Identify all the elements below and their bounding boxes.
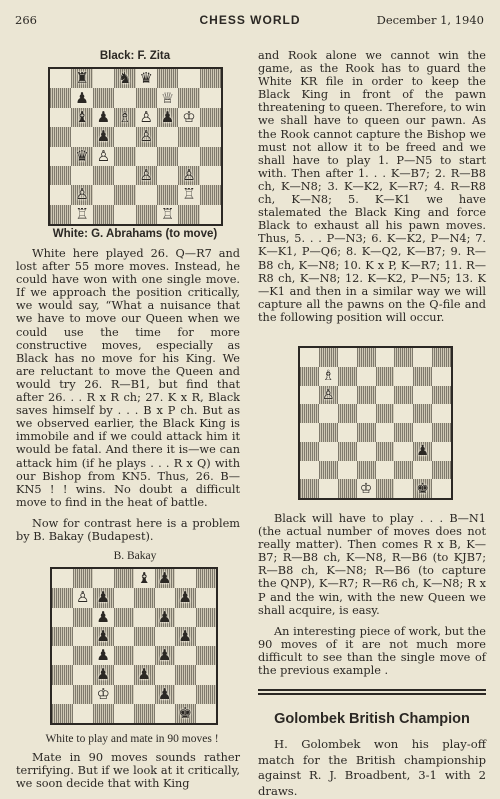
board-square-a2	[52, 685, 73, 704]
board-square-d2	[114, 185, 135, 204]
board-square-f7	[394, 367, 413, 386]
chess-piece-e3: ♙	[139, 166, 153, 185]
board-square-c4	[93, 147, 114, 166]
board-square-c3	[93, 166, 114, 185]
paragraph: Black will have to play . . . B—N1 (the actual number of moves does not really matter). Then comes R x B, K—B7; R—B8 ch, K—N8, R—B6 (to KJB7; R—B8 ch, K—N8; R—B6 (to capture the QNP), K—R7; R—R6 ch, K—N8; R x P and the win, with the new Queen we shall acquire, is easy.	[258, 512, 486, 617]
board-square-h7	[196, 588, 217, 607]
board-square-e6	[376, 386, 395, 405]
board-square-f5	[155, 627, 176, 646]
chess-piece-f4: ♟	[158, 646, 172, 665]
board-square-h1	[196, 704, 217, 723]
paragraph: Now for contrast here is a problem by B. Bakay (Budapest).	[16, 516, 240, 543]
board-square-c5	[93, 127, 114, 146]
board-square-g1	[178, 205, 199, 224]
board-square-f8	[157, 69, 178, 88]
chess-piece-f8: ♟	[158, 569, 172, 588]
board-square-d6	[114, 108, 135, 127]
chess-piece-e8: ♛	[139, 69, 153, 88]
diagram2-board	[50, 567, 218, 725]
board-square-b3	[319, 442, 338, 461]
board-square-b5	[73, 627, 94, 646]
board-square-c8	[338, 348, 357, 367]
board-square-h7	[432, 367, 451, 386]
board-square-a3	[52, 665, 73, 684]
board-square-h3	[432, 442, 451, 461]
board-square-c1	[338, 479, 357, 498]
board-square-d2	[357, 461, 376, 480]
board-square-g2	[413, 461, 432, 480]
chess-piece-e5: ♙	[139, 127, 153, 146]
board-square-e1	[376, 479, 395, 498]
board-square-a6	[52, 608, 73, 627]
paragraph: An interesting piece of work, but the 90 moves of it are not much more difficult to see than the single move of the previous example .	[258, 624, 486, 678]
diagram2-top-caption: B. Bakay	[113, 550, 157, 562]
chess-piece-b7: ♙	[76, 588, 90, 607]
board-square-b4	[73, 646, 94, 665]
board-square-f2	[157, 185, 178, 204]
board-square-d7	[114, 88, 135, 107]
board-square-b7	[71, 88, 92, 107]
board-square-b3	[73, 665, 94, 684]
chess-piece-g5: ♟	[178, 626, 192, 645]
board-square-a7	[300, 367, 319, 386]
board-square-e4	[134, 646, 155, 665]
board-square-b6	[319, 386, 338, 405]
chess-piece-b6: ♙	[322, 386, 335, 403]
chess-piece-g3: ♙	[182, 166, 196, 185]
board-square-f1	[394, 479, 413, 498]
board-square-d1	[114, 704, 135, 723]
chess-piece-b7: ♟	[75, 88, 89, 107]
chess-piece-f6: ♟	[158, 607, 172, 626]
board-square-c6	[93, 108, 114, 127]
board-square-e3	[376, 442, 395, 461]
board-square-a1	[52, 704, 73, 723]
board-square-d4	[357, 423, 376, 442]
board-square-g6	[413, 386, 432, 405]
board-square-e8	[134, 569, 155, 588]
board-square-e5	[134, 627, 155, 646]
board-square-a7	[50, 88, 71, 107]
chess-piece-g2: ♖	[182, 185, 196, 204]
board-square-f7	[155, 588, 176, 607]
board-square-d4	[114, 646, 135, 665]
chess-piece-c5: ♟	[96, 626, 110, 645]
board-square-g2	[178, 185, 199, 204]
board-square-b1	[73, 704, 94, 723]
board-square-e5	[136, 127, 157, 146]
board-square-e2	[376, 461, 395, 480]
board-square-d7	[357, 367, 376, 386]
board-square-h8	[196, 569, 217, 588]
board-square-h1	[432, 479, 451, 498]
board-square-g1	[175, 704, 196, 723]
right-column-text-a	[258, 49, 486, 324]
board-square-a5	[52, 627, 73, 646]
board-square-h2	[200, 185, 221, 204]
board-square-e8	[376, 348, 395, 367]
board-square-e3	[134, 665, 155, 684]
board-square-d2	[114, 685, 135, 704]
board-square-d3	[114, 166, 135, 185]
board-square-h3	[200, 166, 221, 185]
chess-piece-c3: ♟	[96, 665, 110, 684]
board-square-g5	[413, 404, 432, 423]
board-square-e8	[136, 69, 157, 88]
board-square-d5	[357, 404, 376, 423]
board-square-a1	[50, 205, 71, 224]
board-square-c5	[338, 404, 357, 423]
board-square-g7	[178, 88, 199, 107]
diagram2-bottom-caption: White to play and mate in 90 moves !	[45, 733, 219, 745]
magazine-title: CHESS WORLD	[199, 13, 301, 27]
board-square-a6	[300, 386, 319, 405]
board-square-e1	[134, 704, 155, 723]
chess-piece-c6: ♟	[96, 107, 111, 126]
board-square-g5	[178, 127, 199, 146]
chess-piece-b2: ♙	[75, 185, 89, 204]
board-square-a3	[300, 442, 319, 461]
diagram1-top-caption: Black: F. Zita	[99, 50, 171, 62]
chess-piece-f6: ♟	[160, 107, 175, 126]
board-square-g4	[178, 147, 199, 166]
board-square-b2	[319, 461, 338, 480]
board-square-h6	[196, 608, 217, 627]
board-square-b1	[71, 205, 92, 224]
board-square-c2	[93, 685, 114, 704]
chess-piece-e3: ♟	[137, 665, 151, 684]
board-square-d8	[114, 569, 135, 588]
board-square-d5	[114, 127, 135, 146]
board-square-f4	[155, 646, 176, 665]
board-square-b8	[319, 348, 338, 367]
board-square-a5	[300, 404, 319, 423]
section-divider	[258, 693, 486, 695]
board-square-d7	[114, 588, 135, 607]
board-square-c3	[338, 442, 357, 461]
board-square-c6	[93, 608, 114, 627]
board-square-e4	[136, 147, 157, 166]
board-square-f3	[394, 442, 413, 461]
paragraph: White here played 26. Q—R7 and lost after 55 more moves. Instead, he could have won with one single move. If we approach the position critically, we would say, “What a nuisance that we have to move our Queen when we could use the time for more constructive moves, especially as Black has no move for his King. We are reluctant to move the Queen and would try 26. R—B1, but find that after 26. . . R x R ch; 27. K x R, Black saves himself by . . . B x P ch. But as we observed earlier, the Black King is immobile and if we could attack him it would be fatal. And there it is—we can attack him (if he plays . . . R x Q) with our Bishop from KN5. Thus, 26. B—KN5 ! ! wins. No doubt a difficult move to find in the heat of battle.	[16, 247, 240, 509]
board-square-h2	[196, 685, 217, 704]
board-square-g5	[175, 627, 196, 646]
board-square-a2	[300, 461, 319, 480]
board-square-e6	[136, 108, 157, 127]
board-square-d8	[357, 348, 376, 367]
board-square-h5	[196, 627, 217, 646]
board-square-g1	[413, 479, 432, 498]
board-square-a6	[50, 108, 71, 127]
board-square-f8	[394, 348, 413, 367]
board-square-h4	[196, 646, 217, 665]
page-header	[0, 13, 500, 29]
board-square-f6	[155, 608, 176, 627]
board-square-b2	[73, 685, 94, 704]
paragraph: and Rook alone we cannot win the game, as the Rook has to guard the White KR file in order to keep the Black King in front of the pawn threatening to queen. Therefore, to win we shall have to queen our pawn. As the Rook cannot capture the Bishop we must not allow it to be freed and we shall have to play 1. P—N5 to start with. Then after 1. . . K—B7; 2. R—B8 ch, K—N8; 3. K—K2, K—R7; 4. R—R8 ch, K—N8; 5. K—K1 we have stalemated the Black King and force Black to exhaust all his pawn moves. Thus, 5. . . P—N3; 6. K—K2, P—N4; 7. K—K1, P—Q6; 8. K—Q2, K—B7; 9. R—B8 ch, K—N8; 10. K x P, K—R7; 11. R—R8 ch, K—N8; 12. K—K2, P—N5; 13. K—K1 and then in a similar way we will capture all the pawns on the Q-file and the following position will occur.	[258, 49, 486, 324]
board-square-e6	[134, 608, 155, 627]
chess-piece-d8: ♞	[118, 69, 132, 88]
board-square-b6	[71, 108, 92, 127]
chess-piece-d1: ♔	[359, 480, 373, 497]
section-body	[258, 737, 486, 799]
chess-piece-b7: ♗	[322, 368, 335, 385]
board-square-e3	[136, 166, 157, 185]
section-divider	[258, 689, 486, 691]
board-square-h1	[200, 205, 221, 224]
chess-piece-d6: ♗	[118, 107, 132, 126]
board-square-c5	[93, 627, 114, 646]
page-number: 266	[15, 13, 37, 27]
chess-piece-c2: ♔	[96, 684, 110, 703]
chess-piece-e6: ♙	[139, 107, 153, 126]
board-square-f3	[157, 166, 178, 185]
chess-piece-c4: ♟	[96, 646, 110, 665]
board-square-f6	[157, 108, 178, 127]
chess-piece-g1: ♚	[416, 480, 429, 497]
paragraph: Mate in 90 moves sounds rather terrifying. But if we look at it critically, we soon decide that with King	[16, 751, 240, 791]
board-square-f5	[394, 404, 413, 423]
board-square-g7	[175, 588, 196, 607]
board-square-b8	[73, 569, 94, 588]
board-square-d6	[357, 386, 376, 405]
board-square-b5	[71, 127, 92, 146]
board-square-h5	[200, 127, 221, 146]
board-square-d1	[357, 479, 376, 498]
board-square-g8	[178, 69, 199, 88]
board-square-a4	[52, 646, 73, 665]
chess-piece-e8: ♝	[137, 569, 151, 588]
board-square-a8	[50, 69, 71, 88]
board-square-e7	[134, 588, 155, 607]
board-square-c8	[93, 569, 114, 588]
board-square-c7	[93, 588, 114, 607]
board-square-g3	[413, 442, 432, 461]
board-square-g3	[178, 166, 199, 185]
board-square-c2	[93, 185, 114, 204]
chess-piece-b1: ♖	[75, 204, 89, 223]
board-square-g8	[413, 348, 432, 367]
board-square-h2	[432, 461, 451, 480]
board-square-e2	[136, 185, 157, 204]
board-square-b6	[73, 608, 94, 627]
board-square-c4	[93, 646, 114, 665]
board-square-d4	[114, 147, 135, 166]
diagram1-bottom-caption: White: G. Abrahams (to move)	[52, 228, 218, 240]
board-square-c7	[93, 88, 114, 107]
board-square-f2	[394, 461, 413, 480]
board-square-a1	[300, 479, 319, 498]
board-square-b7	[73, 588, 94, 607]
board-square-d8	[114, 69, 135, 88]
board-square-h3	[196, 665, 217, 684]
board-square-a8	[52, 569, 73, 588]
board-square-d3	[114, 665, 135, 684]
chess-piece-b6: ♝	[75, 107, 89, 126]
board-square-a4	[300, 423, 319, 442]
chess-piece-f7: ♕	[160, 88, 175, 107]
board-square-c1	[93, 205, 114, 224]
board-square-b2	[71, 185, 92, 204]
chess-piece-c5: ♟	[96, 127, 111, 146]
left-column-text-b	[16, 751, 240, 790]
board-square-f1	[157, 205, 178, 224]
chess-piece-g1: ♚	[178, 703, 192, 722]
board-square-c3	[93, 665, 114, 684]
chess-piece-f2: ♟	[158, 684, 172, 703]
board-square-f4	[394, 423, 413, 442]
board-square-b5	[319, 404, 338, 423]
board-square-c7	[338, 367, 357, 386]
board-square-e7	[376, 367, 395, 386]
board-square-h8	[200, 69, 221, 88]
board-square-f8	[155, 569, 176, 588]
chess-piece-g7: ♟	[178, 588, 192, 607]
board-square-h8	[432, 348, 451, 367]
board-square-h4	[200, 147, 221, 166]
board-square-h6	[200, 108, 221, 127]
board-square-b1	[319, 479, 338, 498]
board-square-e7	[136, 88, 157, 107]
chess-piece-c6: ♟	[96, 607, 110, 626]
board-square-g2	[175, 685, 196, 704]
board-square-d1	[114, 205, 135, 224]
board-square-c6	[338, 386, 357, 405]
board-square-h4	[432, 423, 451, 442]
board-square-b4	[71, 147, 92, 166]
paragraph: H. Golombek won his play-off match for the British championship against R. J. Broadbent, 3-1 with 2 draws.	[258, 737, 486, 798]
board-square-a2	[50, 185, 71, 204]
board-square-h7	[200, 88, 221, 107]
chess-piece-b8: ♜	[75, 69, 89, 88]
chess-piece-b4: ♛	[75, 146, 89, 165]
board-square-b8	[71, 69, 92, 88]
chess-piece-f1: ♖	[160, 204, 175, 223]
board-square-c2	[338, 461, 357, 480]
board-square-f1	[155, 704, 176, 723]
board-square-f7	[157, 88, 178, 107]
diagram3-board	[298, 346, 453, 500]
board-square-g6	[178, 108, 199, 127]
board-square-c1	[93, 704, 114, 723]
board-square-g4	[413, 423, 432, 442]
board-square-e1	[136, 205, 157, 224]
board-square-g7	[413, 367, 432, 386]
board-square-a3	[50, 166, 71, 185]
board-square-g4	[175, 646, 196, 665]
board-square-f6	[394, 386, 413, 405]
board-square-e2	[134, 685, 155, 704]
chess-piece-c4: ♙	[96, 146, 111, 165]
board-square-c8	[93, 69, 114, 88]
board-square-d3	[357, 442, 376, 461]
section-heading: Golombek British Champion	[274, 711, 470, 727]
board-square-h6	[432, 386, 451, 405]
board-square-a8	[300, 348, 319, 367]
board-square-f3	[155, 665, 176, 684]
board-square-f2	[155, 685, 176, 704]
left-column-text-a	[16, 247, 240, 543]
board-square-b3	[71, 166, 92, 185]
board-square-f4	[157, 147, 178, 166]
chess-piece-g6: ♔	[182, 107, 196, 126]
board-square-e5	[376, 404, 395, 423]
board-square-c4	[338, 423, 357, 442]
board-square-b4	[319, 423, 338, 442]
issue-date: December 1, 1940	[376, 13, 484, 27]
board-square-d5	[114, 627, 135, 646]
board-square-d6	[114, 608, 135, 627]
board-square-a5	[50, 127, 71, 146]
board-square-g3	[175, 665, 196, 684]
board-square-a4	[50, 147, 71, 166]
board-square-a7	[52, 588, 73, 607]
chess-piece-g3: ♟	[416, 443, 429, 460]
board-square-g8	[175, 569, 196, 588]
board-square-g6	[175, 608, 196, 627]
board-square-e4	[376, 423, 395, 442]
chess-piece-c7: ♟	[96, 588, 110, 607]
board-square-f5	[157, 127, 178, 146]
board-square-h5	[432, 404, 451, 423]
right-column-text-b	[258, 512, 486, 677]
board-square-b7	[319, 367, 338, 386]
diagram1-board	[48, 67, 223, 226]
